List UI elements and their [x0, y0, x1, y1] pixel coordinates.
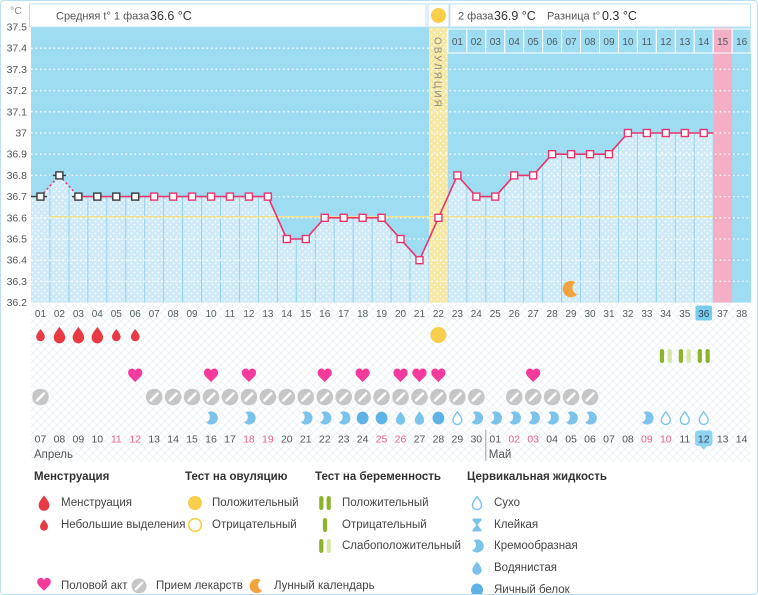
temp-point[interactable]	[416, 257, 423, 264]
cycle-day-label[interactable]: 09	[186, 309, 198, 320]
legend-item-label: Водянистая	[494, 562, 558, 575]
temp-point[interactable]	[454, 172, 461, 179]
pregnancy-test-icon	[687, 349, 691, 363]
temp-point[interactable]	[605, 151, 612, 158]
temp-point[interactable]	[170, 193, 177, 200]
heart-icon	[34, 576, 54, 595]
legend-item-label: Менструация	[61, 496, 132, 509]
ovulation-positive-header-icon	[431, 8, 446, 23]
temp-point[interactable]	[37, 193, 44, 200]
legend-item-label: Кремообразная	[494, 540, 578, 553]
temp-point[interactable]	[302, 236, 309, 243]
cycle-day-label[interactable]: 22	[432, 309, 444, 320]
temp-point[interactable]	[624, 130, 631, 137]
date-label[interactable]: 10	[659, 433, 672, 446]
temp-point[interactable]	[681, 130, 688, 137]
pregnancy-test-icon	[706, 349, 710, 363]
cycle-day-label[interactable]: 11	[224, 309, 236, 320]
phase2-day-number: 09	[603, 37, 615, 48]
legend-item-label: Слабоположительный	[342, 540, 461, 553]
ovulation-test-positive-icon	[430, 327, 446, 343]
cycle-day-label[interactable]: 07	[148, 309, 160, 320]
phase2-day-number: 07	[565, 37, 577, 48]
temp-point[interactable]	[321, 214, 328, 221]
temp-point[interactable]	[700, 130, 707, 137]
month-label: Апрель	[34, 449, 74, 461]
cycle-day-label[interactable]: 26	[508, 309, 520, 320]
cycle-day-label[interactable]: 15	[300, 309, 312, 320]
fluid-eggwhite-icon	[376, 412, 388, 425]
legend-item	[467, 536, 607, 558]
legend-item	[185, 492, 299, 514]
legend-item	[467, 514, 607, 536]
temp-point[interactable]	[340, 214, 347, 221]
temp-point[interactable]	[208, 193, 215, 200]
legend-item	[315, 536, 461, 558]
preg-neg-icon	[315, 515, 335, 535]
cycle-day-label[interactable]: 10	[205, 309, 217, 320]
legend-section-title: Тест на овуляцию	[185, 471, 288, 483]
cycle-day-label[interactable]: 08	[167, 309, 179, 320]
date-label[interactable]: 25	[375, 433, 388, 446]
y-axis-label: 37	[15, 127, 27, 140]
cycle-day-label[interactable]: 02	[53, 309, 65, 320]
legend-footer-item	[34, 576, 127, 595]
cycle-day-label[interactable]: 19	[376, 309, 388, 320]
legend-footer-item	[247, 576, 375, 595]
cycle-day-label[interactable]: 04	[91, 309, 103, 320]
phase2-day-number: 06	[546, 37, 558, 48]
legend-item	[315, 514, 461, 536]
cycle-day-label[interactable]: 23	[451, 309, 463, 320]
date-label[interactable]: 20	[280, 433, 293, 446]
pill-icon	[129, 576, 149, 595]
cycle-day-label[interactable]: 14	[281, 309, 293, 320]
legend-section	[315, 471, 461, 557]
date-label[interactable]: 01	[489, 433, 502, 446]
temp-point[interactable]	[530, 172, 537, 179]
cycle-day-label[interactable]: 05	[110, 309, 122, 320]
date-label[interactable]: 02	[508, 433, 521, 446]
legend-item-label: Яичный белок	[494, 584, 570, 595]
pregnancy-test-icon	[698, 349, 702, 363]
date-label[interactable]: 16	[205, 433, 217, 446]
date-label[interactable]: 04	[546, 433, 558, 446]
next-period-column	[713, 27, 732, 303]
diff-value: 0.3 °C	[602, 9, 637, 23]
legend-section	[467, 471, 607, 595]
cycle-day-label[interactable]: 29	[565, 309, 577, 320]
date-label[interactable]: 11	[679, 433, 691, 446]
phase2-day-number: 01	[451, 37, 463, 48]
cycle-day-label[interactable]: 33	[641, 309, 653, 320]
date-label[interactable]: 19	[262, 433, 274, 446]
y-axis-label: 36.4	[6, 254, 27, 267]
y-axis-label: 36.7	[6, 191, 27, 204]
legend-footer-item	[129, 576, 243, 595]
date-label[interactable]: 13	[148, 433, 161, 446]
phase1-value: 36.6 °C	[150, 9, 192, 23]
temp-point[interactable]	[151, 193, 158, 200]
temp-point[interactable]	[132, 193, 139, 200]
diff-label: Разница t°	[547, 10, 601, 23]
temp-point[interactable]	[397, 236, 404, 243]
date-label[interactable]: 14	[167, 433, 179, 446]
cycle-day-label[interactable]: 28	[546, 309, 558, 320]
menses-small-icon	[34, 515, 54, 535]
fluid-eggwhite-icon	[357, 412, 369, 425]
date-label[interactable]: 11	[110, 433, 122, 446]
y-axis-label: 37.2	[6, 85, 27, 98]
y-axis-label: 36.3	[6, 275, 27, 288]
cycle-day-label[interactable]: 35	[679, 309, 691, 320]
legend-item	[185, 514, 299, 536]
month-label: Май	[488, 449, 512, 461]
y-axis-label: 37.5	[6, 21, 27, 34]
date-label[interactable]: 05	[565, 433, 577, 446]
cycle-day-label[interactable]: 18	[357, 309, 369, 320]
date-label[interactable]: 09	[641, 433, 653, 446]
phase2-day-number: 11	[641, 37, 653, 48]
phase2-value: 36.9 °C	[494, 9, 536, 23]
y-axis-label: 37.4	[6, 42, 27, 55]
fluid-eggwhite-icon	[433, 412, 445, 425]
ovulation-column-label: ОВУЛЯЦИЯ	[431, 37, 443, 109]
cycle-day-label[interactable]: 21	[413, 309, 426, 320]
y-axis-label: 36.6	[6, 212, 27, 225]
date-label[interactable]: 18	[243, 433, 255, 446]
phase2-day-number: 08	[584, 37, 596, 48]
legend-section	[185, 471, 299, 536]
temp-point[interactable]	[662, 130, 669, 137]
temp-point[interactable]	[587, 151, 594, 158]
cycle-day-label[interactable]: 34	[660, 309, 672, 320]
temp-point[interactable]	[75, 193, 82, 200]
legend-item-label: Половой акт	[61, 580, 128, 592]
legend-item	[467, 557, 607, 579]
cycle-day-label[interactable]: 24	[470, 309, 482, 320]
date-label[interactable]: 08	[622, 433, 634, 446]
cycle-day-label[interactable]: 25	[489, 309, 501, 320]
phase2-day-number: 14	[698, 37, 710, 48]
cycle-day-label[interactable]: 37	[717, 309, 729, 320]
temp-point[interactable]	[359, 214, 366, 221]
phase1-label: Средняя t° 1 фаза	[56, 10, 150, 23]
legend-item	[467, 492, 607, 514]
date-label[interactable]: 08	[53, 433, 66, 446]
cycle-day-label[interactable]: 31	[603, 309, 615, 320]
temp-point[interactable]	[435, 214, 442, 221]
legend-section	[34, 471, 185, 536]
date-label[interactable]: 12	[129, 433, 142, 446]
cycle-day-label[interactable]: 03	[72, 309, 84, 320]
cycle-day-label[interactable]: 20	[394, 309, 407, 320]
legend-item-label: Отрицательный	[342, 518, 427, 531]
cycle-day-label[interactable]: 16	[319, 309, 331, 320]
phase2-day-number: 03	[489, 37, 501, 48]
fluid-eggwhite-icon	[467, 580, 487, 595]
temp-point[interactable]	[226, 193, 233, 200]
preg-weak-icon	[315, 536, 335, 556]
phase2-day-number: 16	[736, 37, 748, 48]
legend-item	[315, 492, 461, 514]
phase2-day-number: 12	[660, 37, 672, 48]
date-label[interactable]: 03	[527, 433, 540, 446]
cycle-day-label[interactable]: 06	[129, 309, 141, 320]
legend-item-label: Лунный календарь	[274, 580, 375, 592]
cycle-day-label[interactable]: 13	[262, 309, 274, 320]
temp-point[interactable]	[283, 236, 290, 243]
phase2-day-number: 13	[679, 37, 691, 48]
legend-item	[34, 514, 185, 536]
bbt-chart	[1, 1, 758, 463]
date-label[interactable]: 15	[186, 433, 198, 446]
legend-item-label: Прием лекарств	[156, 580, 243, 592]
temp-point[interactable]	[189, 193, 196, 200]
cycle-day-label[interactable]: 17	[338, 309, 350, 320]
date-label[interactable]: 10	[91, 433, 104, 446]
y-axis-label: 36.5	[6, 233, 27, 246]
date-label[interactable]: 14	[735, 433, 748, 446]
phase2-day-number: 15	[717, 37, 729, 48]
cycle-day-label[interactable]: 36	[698, 309, 710, 320]
temp-point[interactable]	[94, 193, 101, 200]
date-label[interactable]: 24	[356, 433, 369, 446]
ovu-pos-icon	[185, 493, 205, 513]
temp-point[interactable]	[511, 172, 518, 179]
temp-point[interactable]	[549, 151, 556, 158]
legend-item-label: Положительный	[342, 496, 429, 509]
date-label[interactable]: 26	[394, 433, 407, 446]
date-label[interactable]: 30	[470, 433, 483, 446]
y-axis-label: 36.9	[6, 148, 27, 161]
fluid-creamy-icon	[467, 536, 487, 556]
date-label[interactable]: 07	[34, 433, 47, 446]
legend-section-title: Цервикальная жидкость	[467, 471, 607, 483]
y-axis-label: 37.3	[6, 63, 27, 76]
fluid-watery-icon	[467, 558, 487, 578]
phase2-day-number: 02	[470, 37, 482, 48]
temp-point[interactable]	[643, 130, 650, 137]
date-label[interactable]: 09	[72, 433, 85, 446]
pregnancy-test-icon	[668, 349, 672, 363]
pregnancy-test-icon	[660, 349, 664, 363]
y-axis-label: 36.8	[6, 169, 27, 182]
menses-big-icon	[34, 493, 54, 513]
legend-section-title: Менструация	[34, 471, 110, 483]
date-label[interactable]: 29	[451, 433, 464, 446]
date-label[interactable]: 17	[224, 433, 236, 446]
cycle-day-label[interactable]: 01	[34, 309, 47, 320]
pregnancy-test-icon	[679, 349, 683, 363]
cycle-day-label[interactable]: 12	[243, 309, 255, 320]
date-label[interactable]: 21	[299, 433, 312, 446]
temp-point[interactable]	[492, 193, 499, 200]
fluid-sticky-icon	[467, 515, 487, 535]
date-label[interactable]: 28	[432, 433, 445, 446]
ovu-neg-icon	[185, 515, 205, 535]
temp-point[interactable]	[378, 214, 385, 221]
temp-unit-label: °C	[10, 5, 22, 17]
temp-point[interactable]	[245, 193, 252, 200]
moon-icon	[247, 576, 267, 595]
date-label[interactable]: 13	[716, 433, 729, 446]
date-label[interactable]: 12	[697, 433, 710, 446]
preg-pos-icon	[315, 493, 335, 513]
y-axis-label: 36.2	[6, 297, 27, 310]
temp-point[interactable]	[113, 193, 120, 200]
temp-point[interactable]	[56, 172, 63, 179]
temp-point[interactable]	[568, 151, 575, 158]
temp-point[interactable]	[264, 193, 271, 200]
y-axis-label: 37.1	[6, 106, 27, 119]
legend-item	[467, 579, 607, 595]
legend-item-label: Положительный	[212, 496, 299, 509]
cycle-day-label[interactable]: 30	[584, 309, 596, 320]
fluid-dry-icon	[467, 493, 487, 513]
phase2-day-number: 10	[622, 37, 634, 48]
legend-item-label: Отрицательный	[212, 518, 297, 531]
phase2-label: 2 фаза	[458, 10, 494, 23]
legend-section-title: Тест на беременность	[315, 471, 441, 483]
date-label[interactable]: 23	[337, 433, 350, 446]
legend-item-label: Небольшие выделения	[61, 518, 186, 531]
legend-item	[34, 492, 185, 514]
date-label[interactable]: 27	[413, 433, 426, 446]
cycle-day-label[interactable]: 38	[736, 309, 748, 320]
phase2-day-number: 05	[527, 37, 539, 48]
cycle-day-label[interactable]: 27	[527, 309, 539, 320]
phase2-day-number: 04	[508, 37, 520, 48]
date-label[interactable]: 06	[584, 433, 596, 446]
legend-item-label: Клейкая	[494, 518, 539, 531]
date-label[interactable]: 07	[603, 433, 615, 446]
cycle-day-label[interactable]: 32	[622, 309, 634, 320]
date-label[interactable]: 22	[318, 433, 331, 446]
legend-item-label: Сухо	[494, 496, 521, 509]
temp-point[interactable]	[473, 193, 480, 200]
